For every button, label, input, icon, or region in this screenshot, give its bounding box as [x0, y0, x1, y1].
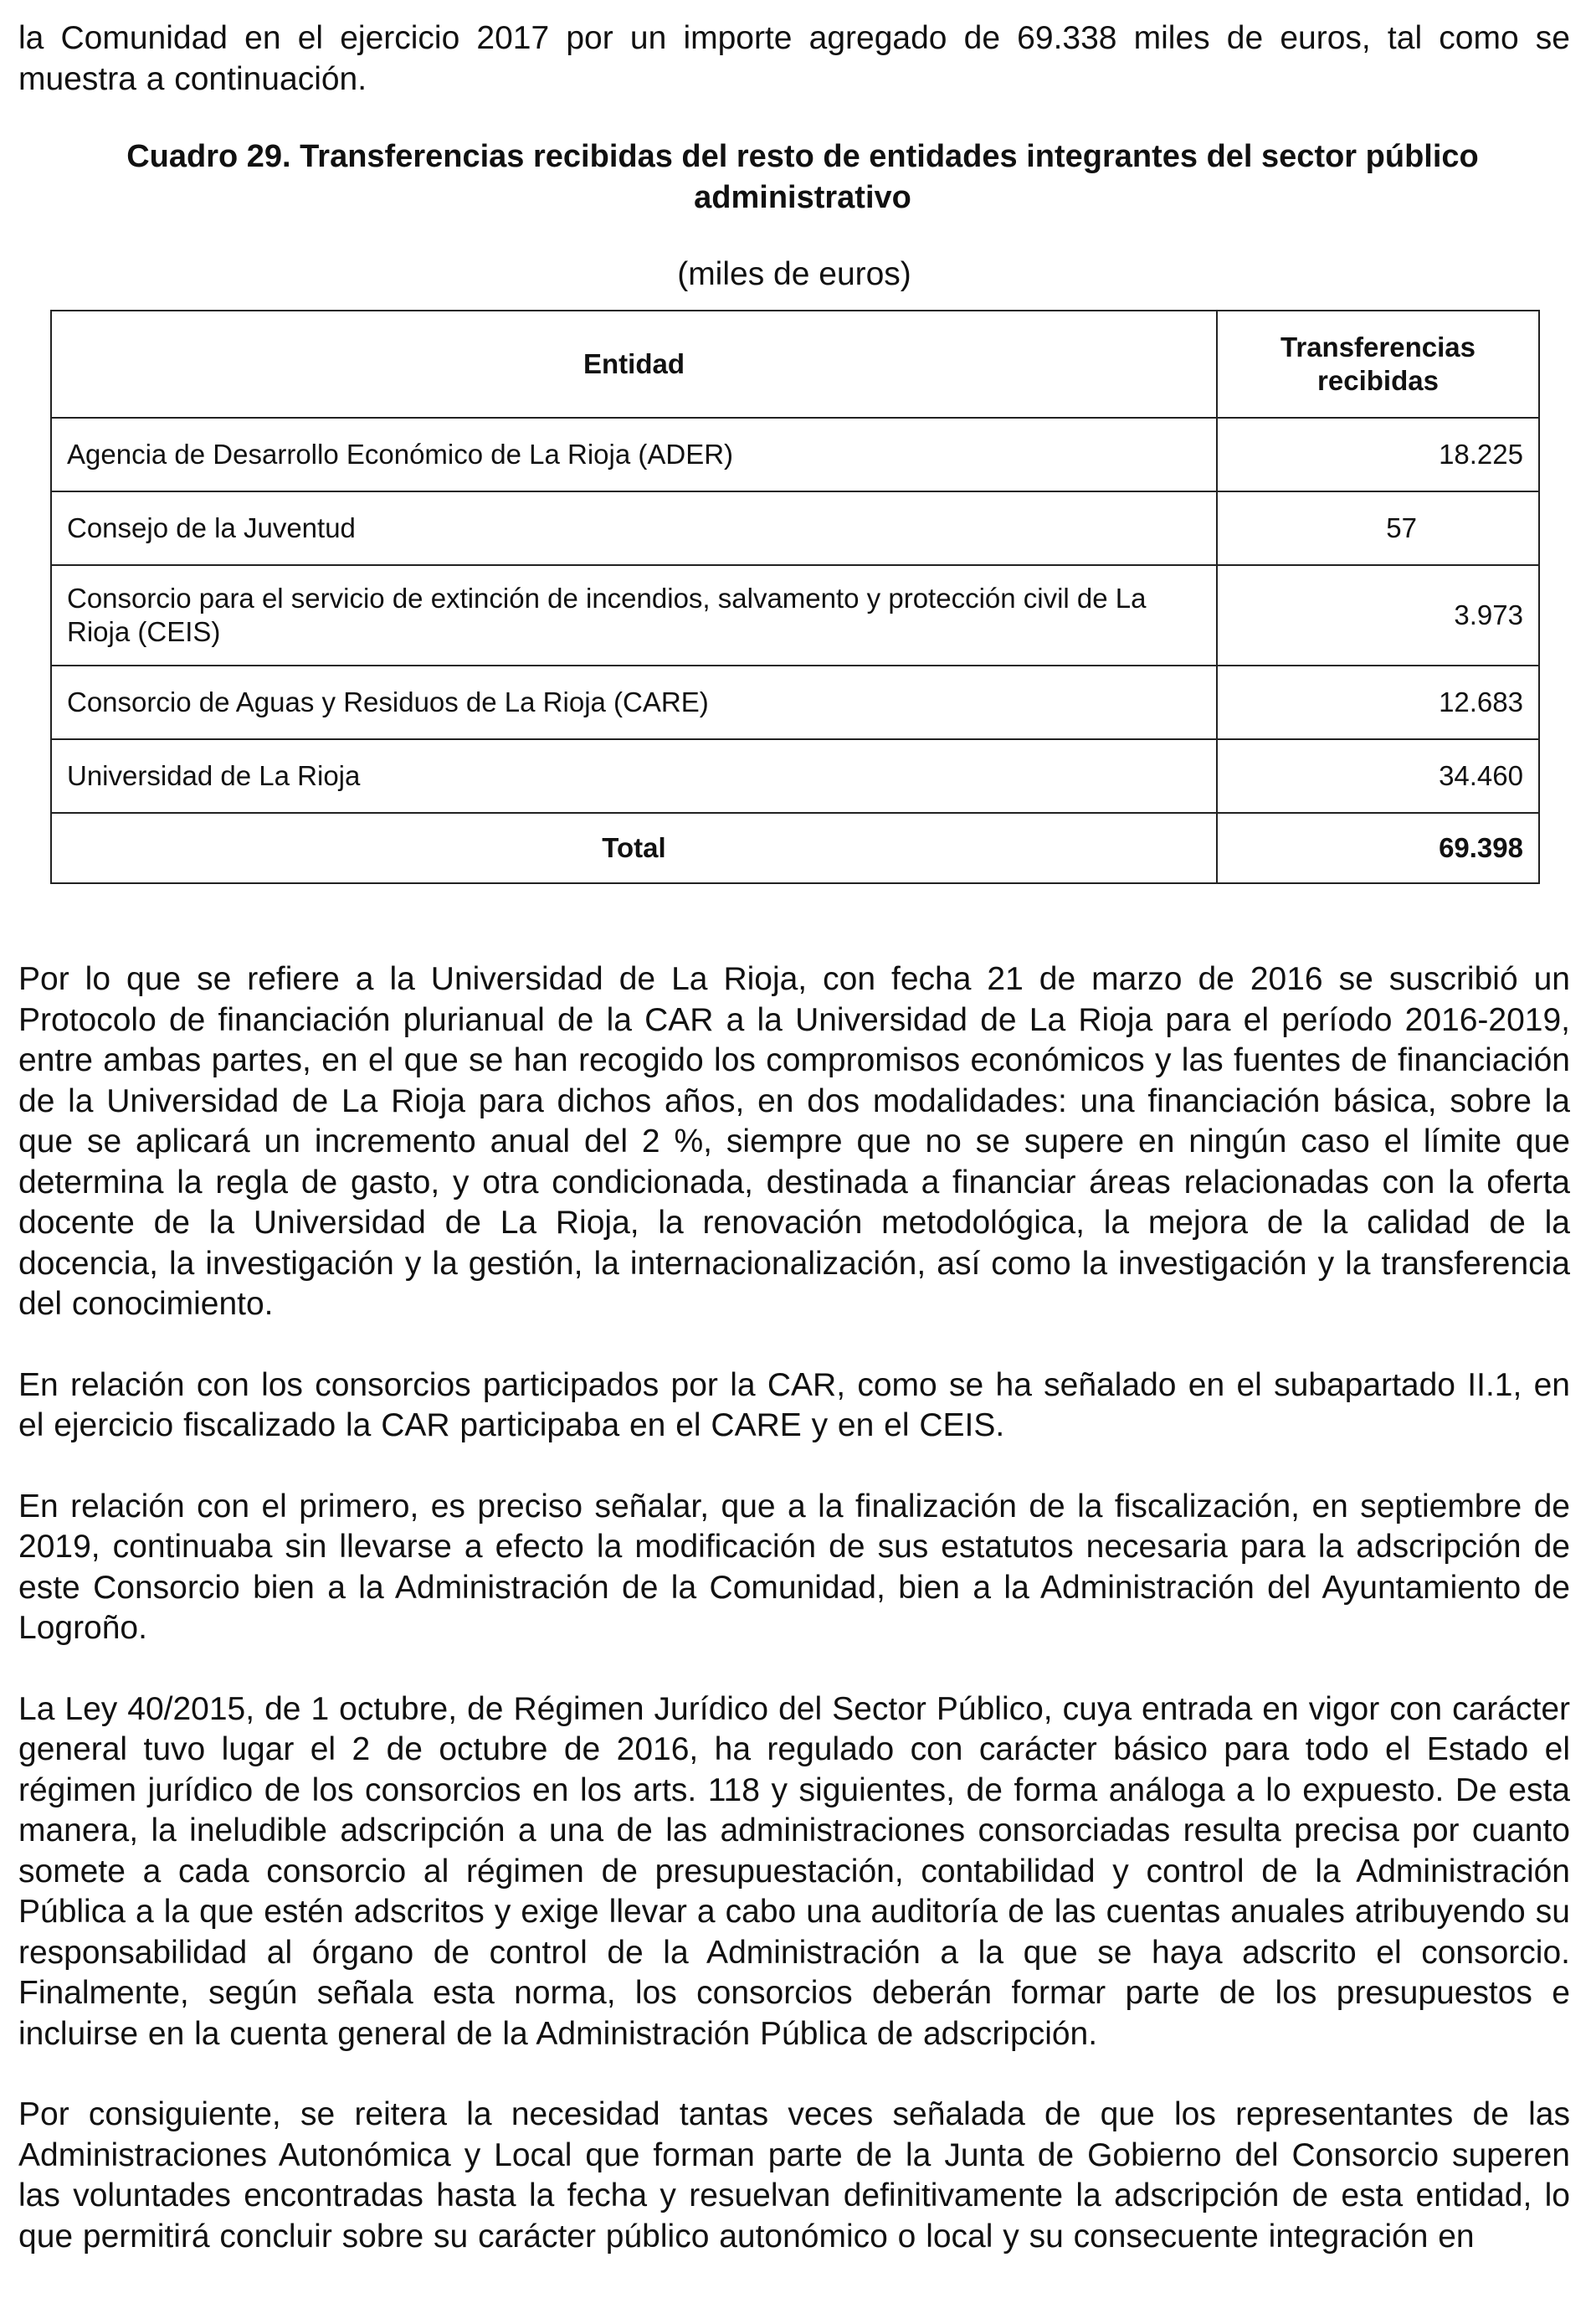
table-row	[51, 565, 1539, 666]
table-row	[51, 666, 1539, 739]
transfers-table	[50, 310, 1540, 884]
row-entity: Universidad de La Rioja	[51, 739, 1217, 813]
paragraph-ley-40-2015: La Ley 40/2015, de 1 octubre, de Régimen Jurídico del Sector Público, cuya entrada en vigor con carácter general tuvo lugar el 2 de octubre de 2016, ha regulado con carácter básico para todo el Estado el régimen jurídico de los consorcios en los arts. 118 y siguientes, de forma análoga a lo expuesto. De esta manera, la ineludible adscripción a una de las administraciones consorciadas resulta precisa por cuanto somete a cada consorcio al régimen de presupuestación, contabilidad y control de la Administración Pública a la que estén adscritos y exige llevar a cabo una auditoría de las cuentas anuales atribuyendo su responsabilidad al órgano de control de la Administración a la que se haya adscrito el consorcio. Finalmente, según señala esta norma, los consorcios deberán formar parte de los presupuestos e incluirse en la cuenta general de la Administración Pública de adscripción.	[18, 1690, 1570, 2052]
paragraph-care: En relación con el primero, es preciso señalar, que a la finalización de la fiscalización, en septiembre de 2019, continuaba sin llevarse a efecto la modificación de sus estatutos necesaria para la adscripción de este Consorcio bien a la Administración de la Comunidad, bien a la Administración del Ayuntamiento de Logroño.	[18, 1488, 1570, 1646]
table-caption	[18, 136, 1570, 218]
total-value: 69.398	[1217, 813, 1539, 883]
paragraph-universidad: Por lo que se refiere a la Universidad de La Rioja, con fecha 21 de marzo de 2016 se suscribió un Protocolo de financiación plurianual de la CAR a la Universidad de La Rioja para el período 2016-2019, entre ambas partes, en el que se han recogido los compromisos económicos y las fuentes de financiación de la Universidad de La Rioja para dichos años, en dos modalidades: una financiación básica, sobre la que se aplicará un incremento anual del 2 %, siempre que no se supere en ningún caso el límite que determina la regla de gasto, y otra condicionada, destinada a financiar áreas relacionadas con la oferta docente de la Universidad de La Rioja, la renovación metodológica, la mejora de la calidad de la docencia, la investigación y la gestión, la internacionalización, así como la investigación y la transferencia del conocimiento.	[18, 961, 1570, 1322]
row-value: 57	[1217, 491, 1539, 565]
table-caption-line-1: Cuadro 29. Transferencias recibidas del resto de entidades integrantes del sector público	[126, 139, 1479, 174]
units-note: (miles de euros)	[677, 256, 911, 292]
table-row	[51, 418, 1539, 491]
row-value: 12.683	[1217, 666, 1539, 739]
paragraph-conclusion: Por consiguiente, se reitera la necesidad tantas veces señalada de que los representantes de las Administraciones Autonómica y Local que forman parte de la Junta de Gobierno del Consorcio superen las voluntades encontradas hasta la fecha y resuelvan definitivamente la adscripción de esta entidad, lo que permitirá concluir sobre su carácter público autonómico o local y su consecuente integración en	[18, 2096, 1570, 2255]
row-value: 18.225	[1217, 418, 1539, 491]
table-header-row	[51, 311, 1539, 418]
document-page	[18, 0, 1570, 2257]
row-entity: Consorcio para el servicio de extinción de incendios, salvamento y protección civil de La Rioja (CEIS)	[51, 565, 1217, 666]
intro-paragraph: la Comunidad en el ejercicio 2017 por un importe agregado de 69.338 miles de euros, tal como se muestra a continuación.	[18, 20, 1570, 97]
total-label: Total	[51, 813, 1217, 883]
header-transfers	[1217, 311, 1539, 418]
row-value: 3.973	[1217, 565, 1539, 666]
table-row	[51, 491, 1539, 565]
table-caption-line-2: administrativo	[694, 179, 911, 215]
row-value: 34.460	[1217, 739, 1539, 813]
spacer	[18, 884, 1570, 959]
paragraph-consorcios: En relación con los consorcios participados por la CAR, como se ha señalado en el subapartado II.1, en el ejercicio fiscalizado la CAR participaba en el CARE y en el CEIS.	[18, 1366, 1570, 1443]
row-entity: Consejo de la Juventud	[51, 491, 1217, 565]
table-row	[51, 739, 1539, 813]
table-total-row	[51, 813, 1539, 883]
header-entity: Entidad	[51, 311, 1217, 418]
row-entity: Agencia de Desarrollo Económico de La Rioja (ADER)	[51, 418, 1217, 491]
header-transfers-line-1: Transferencias	[1280, 332, 1476, 362]
row-entity: Consorcio de Aguas y Residuos de La Rioja (CARE)	[51, 666, 1217, 739]
header-transfers-line-2: recibidas	[1317, 365, 1439, 396]
